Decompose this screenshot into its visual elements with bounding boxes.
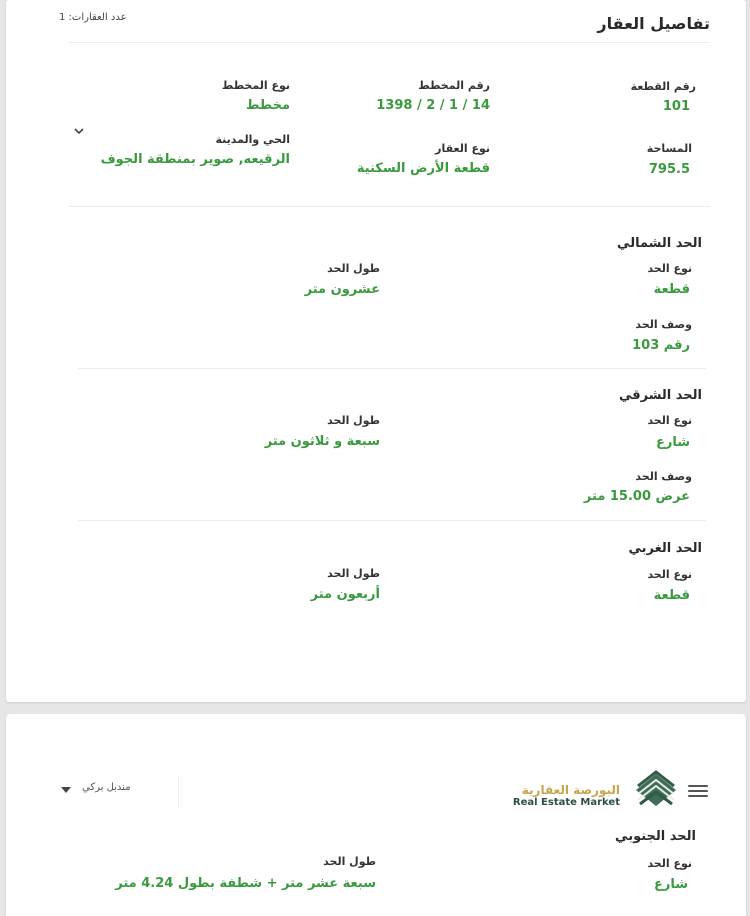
south-type-label: نوع الحد	[647, 857, 692, 870]
logo-arabic-text: البورصة العقارية	[521, 783, 620, 797]
chevron-down-icon[interactable]	[73, 125, 85, 137]
plan-number-value: 1398 / 2 / 1 / 14	[376, 98, 490, 113]
menu-icon[interactable]	[688, 782, 708, 798]
north-length-label: طول الحد	[327, 262, 380, 275]
east-desc-label: وصف الحد	[635, 470, 692, 483]
area-label: المساحة	[646, 142, 692, 155]
district-label: الحي والمدينة	[215, 133, 290, 146]
west-length-value: أربعون متر	[310, 587, 380, 602]
south-type-value: شارع	[653, 877, 688, 892]
south-boundary-title: الحد الجنوبي	[615, 829, 696, 844]
plan-number-label: رقم المخطط	[418, 79, 490, 92]
user-menu-name[interactable]: مندبل بركي	[82, 782, 131, 793]
plan-type-label: نوع المخطط	[221, 79, 290, 92]
west-length-label: طول الحد	[327, 567, 380, 580]
east-type-value: شارع	[655, 435, 690, 450]
caret-down-icon[interactable]	[61, 787, 71, 793]
plot-number-value: 101	[662, 99, 690, 114]
divider	[68, 42, 710, 43]
header-separator	[178, 776, 179, 808]
divider	[78, 520, 706, 521]
west-boundary-title: الحد الغربي	[628, 541, 702, 556]
east-length-value: سبعة و ثلاثون متر	[264, 434, 380, 449]
page-title: تفاصيل العقار	[597, 14, 710, 33]
property-type-value: قطعة الأرض السكنية	[356, 161, 490, 176]
plot-number-label: رقم القطعة	[630, 80, 696, 93]
east-type-label: نوع الحد	[647, 414, 692, 427]
divider	[68, 206, 710, 207]
north-length-value: عشرون متر	[304, 282, 380, 297]
district-value: الرقيعه, صوير بمنطقة الجوف	[100, 152, 290, 167]
north-desc-value: رقم 103	[632, 338, 690, 353]
plan-type-value: مخطط	[245, 98, 290, 113]
north-type-label: نوع الحد	[647, 262, 692, 275]
north-boundary-title: الحد الشمالي	[617, 236, 702, 251]
south-length-value: سبعة عشر متر + شطفة بطول 4.24 متر	[115, 876, 376, 891]
area-value: 795.5	[648, 162, 690, 177]
logo-english-text: Real Estate Market	[512, 797, 620, 808]
south-length-label: طول الحد	[323, 855, 376, 868]
east-length-label: طول الحد	[327, 414, 380, 427]
property-type-label: نوع العقار	[435, 142, 490, 155]
property-details-card	[6, 0, 746, 702]
property-count: عدد العقارات: 1	[59, 12, 127, 23]
east-desc-value: عرض 15.00 متر	[583, 489, 690, 504]
west-type-label: نوع الحد	[647, 568, 692, 581]
north-type-value: قطعة	[653, 282, 690, 297]
north-desc-label: وصف الحد	[635, 318, 692, 331]
divider	[78, 368, 706, 369]
west-type-value: قطعة	[653, 588, 690, 603]
header-card	[6, 714, 746, 916]
east-boundary-title: الحد الشرقي	[618, 388, 702, 403]
logo-icon[interactable]	[630, 768, 682, 810]
